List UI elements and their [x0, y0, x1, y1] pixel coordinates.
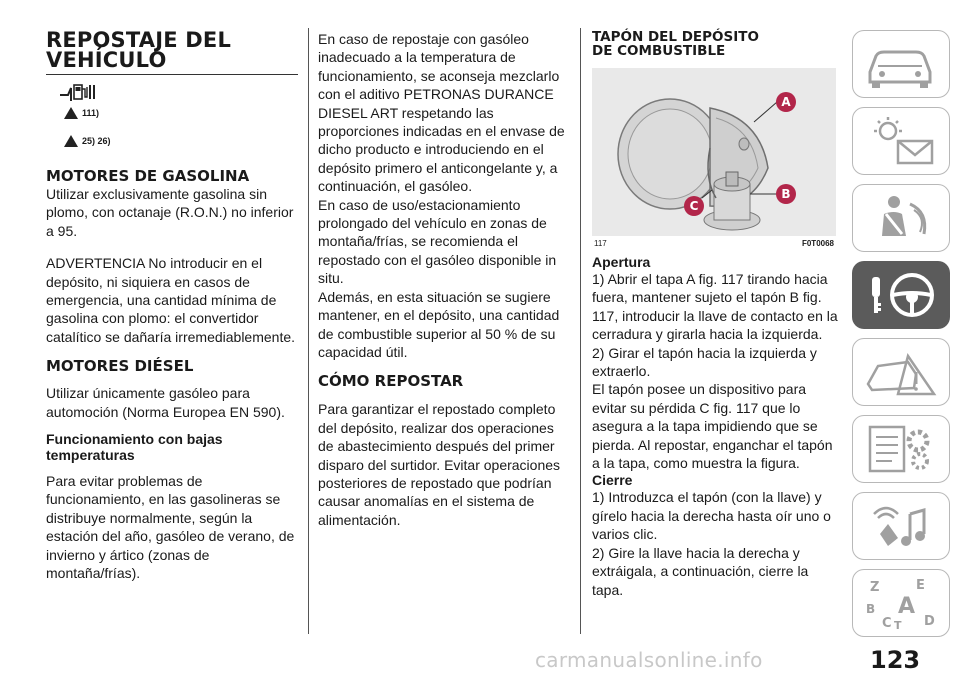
- warning-lights-icon: [858, 113, 944, 169]
- cierre-step-2: 2) Gire la llave hacia la derecha y extráigala, a continuación, cierre la tapa.: [592, 544, 809, 598]
- page-number: 123: [870, 646, 921, 674]
- index-letter-e: E: [916, 578, 925, 593]
- alphabetical-index-icon: [858, 575, 944, 631]
- fuel-door-illustration: [592, 68, 836, 236]
- maintenance-icon: [858, 421, 944, 477]
- tab-multimedia[interactable]: [852, 492, 950, 560]
- index-letter-z: Z: [870, 580, 880, 595]
- tab-safety[interactable]: [852, 184, 950, 252]
- tab-emergency[interactable]: [852, 338, 950, 406]
- diesel-mix-text: En caso de repostaje con gasóleo inadecuado a la temperatura de funcionamiento, se aconseja mezclarlo con el aditivo PETRONAS DURANCE DIESEL ART respetando las proporciones indicadas en el envase de dicho producto e introduciendo en el depósito primero el anticongelante y, a continuación, el gasóleo.: [318, 31, 565, 195]
- warning-text: ADVERTENCIA No introducir en el depósito, ni siquiera en casos de emergencia, una cantidad mínima de gasolina con plomo: el convertidor catalítico se dañaría irremediablemente.: [46, 255, 296, 345]
- cierre-heading: Cierre: [592, 472, 633, 489]
- gasoline-heading: MOTORES DE GASOLINA: [46, 167, 250, 185]
- index-letter-c: C: [882, 616, 892, 631]
- apertura-heading: Apertura: [592, 254, 651, 270]
- column-3: [592, 30, 840, 599]
- lowtemp-heading: Funcionamiento con bajas temperaturas: [46, 431, 223, 464]
- figure-number: 117: [594, 239, 607, 248]
- index-letter-t: T: [894, 619, 902, 631]
- figure-code: F0T0068: [801, 239, 834, 248]
- warning-triangle-icon: [64, 135, 78, 147]
- warning-ref-2: 25) 26): [64, 134, 298, 148]
- column-1: [46, 30, 298, 583]
- multimedia-icon: [858, 498, 944, 554]
- apertura-step-1: 1) Abrir el tapa A fig. 117 tirando hacia fuera, mantener sujeto el tapón B fig. 117, introducir la llave de contacto en la cerradura y girarla hacia la izquierda.: [592, 271, 838, 343]
- index-letter-a: A: [898, 594, 916, 619]
- cierre-step-1: 1) Introduzca el tapón (con la llave) y gírelo hacia la derecha hasta oír uno o varios clic.: [592, 489, 831, 543]
- index-letter-b: B: [866, 602, 876, 616]
- index-letter-d: D: [924, 614, 935, 629]
- diesel-text: Utilizar únicamente gasóleo para automoción (Norma Europea EN 590).: [46, 385, 285, 420]
- seat-safety-icon: [858, 190, 944, 246]
- fuel-cap-figure: [592, 68, 836, 236]
- tab-warning-lights[interactable]: [852, 107, 950, 175]
- apertura-step-2: 2) Girar el tapón hacia la izquierda y extraerlo.: [592, 344, 817, 380]
- lowtemp-text: Para evitar problemas de funcionamiento, en las gasolineras se distribuye normalmente, según la estación del año, gasóleo de verano, de invierno y ártico (zonas de montaña/frías).: [46, 473, 295, 582]
- title-underline: [46, 74, 298, 75]
- warning-ref-1: 111): [64, 106, 298, 120]
- apertura-note: El tapón posee un dispositivo para evitar su pérdida C fig. 117 que lo asegura a la tapa impidiendo que se pierda. Al repostar, enganchar el tapón a la tapa, como muestra la figura.: [592, 381, 833, 472]
- column-divider-1: [308, 28, 309, 634]
- car-icon: [858, 36, 944, 92]
- mountain-text: En caso de uso/estacionamiento prolongado del vehículo en zonas de montaña/frías, se recomienda el repostado con el gasóleo disponible in situ.: [318, 196, 557, 287]
- tab-index[interactable]: [852, 569, 950, 637]
- page-title: [46, 30, 298, 70]
- fuel-pump-icon: [58, 81, 298, 103]
- tab-car[interactable]: [852, 30, 950, 98]
- callout-b: B: [776, 184, 796, 204]
- column-2: [318, 30, 570, 529]
- howto-heading: CÓMO REPOSTAR: [318, 372, 464, 391]
- tank-level-text: Además, en esta situación se sugiere mantener, en el depósito, una cantidad de combustible superior al 50 % de su capacidad útil.: [318, 288, 560, 360]
- gasoline-text: Utilizar exclusivamente gasolina sin plomo, con octanaje (R.O.N.) no inferior a 95.: [46, 186, 294, 239]
- howto-text: Para garantizar el repostado completo del depósito, realizar dos operaciones de abastecimiento después del primer disparo del surtidor. Evitar operaciones posteriores de repostado que podrían causar anomalías en el sistema de alimentación.: [318, 401, 561, 528]
- chapter-tabs: [852, 30, 952, 646]
- steering-wheel-key-icon: [858, 267, 944, 323]
- tab-maintenance[interactable]: [852, 415, 950, 483]
- title-line-2: VEHÍCULO: [46, 48, 167, 72]
- tab-starting-driving[interactable]: [852, 261, 950, 329]
- watermark: carmanualsonline.info: [535, 648, 763, 672]
- callout-a: A: [776, 92, 796, 112]
- fuel-cap-heading: TAPÓN DEL DEPÓSITO DE COMBUSTIBLE: [592, 29, 759, 59]
- warning-triangle-icon: [64, 107, 78, 119]
- title-line-1: REPOSTAJE DEL: [46, 28, 232, 52]
- figure-caption: [592, 236, 836, 248]
- diesel-heading: MOTORES DIÉSEL: [46, 357, 194, 376]
- column-divider-2: [580, 28, 581, 634]
- emergency-icon: [858, 344, 944, 400]
- callout-c: C: [684, 196, 704, 216]
